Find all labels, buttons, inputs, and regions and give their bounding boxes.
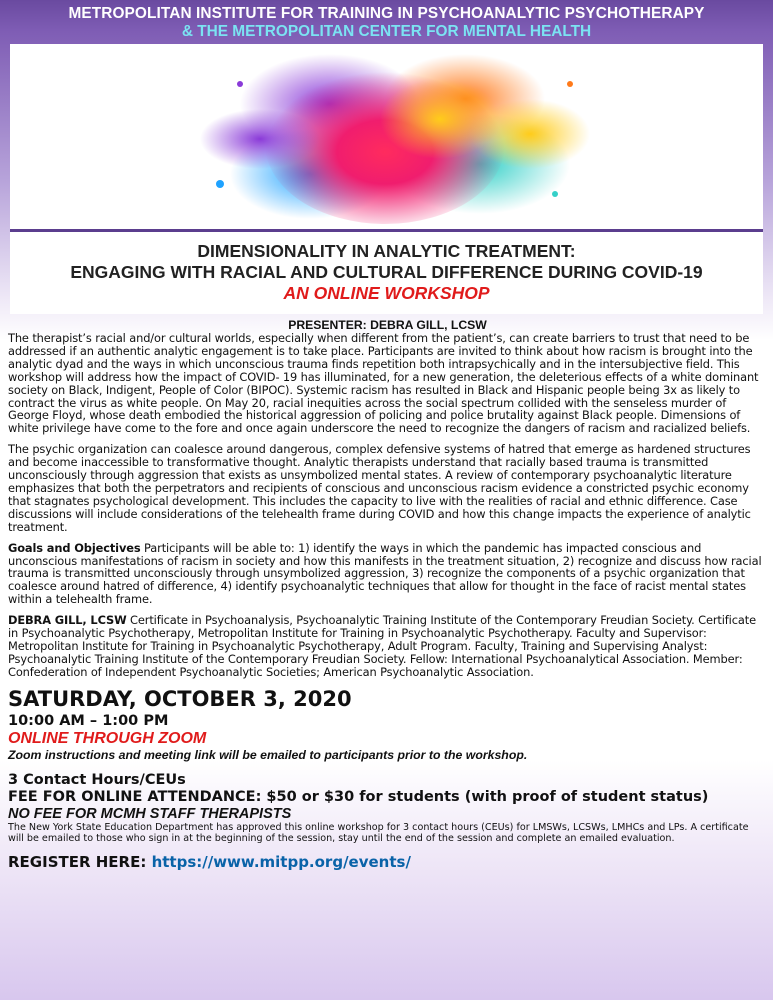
goals-text: Participants will be able to: 1) identify the ways in which the pandemic has impacted conscious and unconscious manifestations of racism in society and how this manifests in the treatment situation, 2) recognize and discuss how racial trauma is transmitted unconsciously through unsymbolized aggression, 3) recognize the components of a psychic organization that coalesce around hatred of difference, 4) identify psychoanalytic techniques that allow for thought in the face of racist mental states within a telehealth frame. <box>8 540 762 607</box>
workshop-subtitle: AN ONLINE WORKSHOP <box>283 283 490 303</box>
workshop-title-line1: DIMENSIONALITY IN ANALYTIC TREATMENT: <box>197 241 576 261</box>
header <box>0 0 773 41</box>
center-name: & THE METROPOLITAN CENTER FOR MENTAL HEALTH <box>181 23 592 40</box>
bio-name: DEBRA GILL, LCSW <box>8 613 127 628</box>
event-mode: ONLINE THROUGH ZOOM <box>8 729 207 747</box>
contact-hours: 3 Contact Hours/CEUs <box>8 771 186 788</box>
zoom-note: Zoom instructions and meeting link will be emailed to participants prior to the workshop. <box>8 747 528 762</box>
attendance-fee: FEE FOR ONLINE ATTENDANCE: $50 or $30 for students (with proof of student status) <box>8 788 709 805</box>
flyer-body <box>8 318 767 871</box>
register-line <box>8 853 767 871</box>
event-date: SATURDAY, OCTOBER 3, 2020 <box>8 686 352 711</box>
register-link[interactable]: https://www.mitpp.org/events/ <box>151 853 411 872</box>
bio-paragraph <box>8 614 767 679</box>
description-paragraph-1: The therapist’s racial and/or cultural worlds, especially when different from the patient’s, can create barriers to trust that need to be addressed if an authentic analytic engagement is to take place. Participants are invited to think about how racism is brought into the analytic dyad and the ways in which unconscious trauma finds repetition both intrapsychically and in the intersubjective field. This workshop will address how the impact of COVID- 19 has illuminated, for a new generation, the deleterious effects of a white dominant society on Black, Indigent, People of Color (BIPOC). Systemic racism has resulted in Black and Hispanic people being 3x as likely to contract the virus as white people. On May 20, racial inequities across the social spectrum collided with the senseless murder of George Floyd, whose death embodied the historical aggression of policing and police brutality against Black people. Dimensions of white privilege have come to the fore and once again underscore the need to recognize the dangers of racism and racialized beliefs. <box>8 331 759 436</box>
goals-paragraph <box>8 542 767 607</box>
goals-label: Goals and Objectives <box>8 540 141 555</box>
register-label: REGISTER HERE: <box>8 853 152 872</box>
paint-powder-burst-illustration <box>10 44 763 230</box>
event-time: 10:00 AM – 1:00 PM <box>8 712 169 729</box>
staff-no-fee: NO FEE FOR MCMH STAFF THERAPISTS <box>8 805 292 822</box>
workshop-title-line2: ENGAGING WITH RACIAL AND CULTURAL DIFFERENCE DURING COVID-19 <box>70 262 703 282</box>
presenter-line: PRESENTER: DEBRA GILL, LCSW <box>288 318 487 332</box>
description-paragraph-2: The psychic organization can coalesce around dangerous, complex defensive systems of hatred that emerge as hardened structures and become inaccessible to transformative thought. Analytic therapists understand that racially based trauma is transmitted unconsciously through aggression that exists as unsymbolized mental states. A review of contemporary psychoanalytic literature emphasizes that both the perpetrators and recipients of conscious and unconscious racism evidence a constricted psychic economy that stagnates psychological development. This includes the capacity to live with the realities of racial and ethnic difference. Case discussions will include considerations of the telehealth frame during COVID and how this change impacts the experience of analytic treatment. <box>8 442 751 534</box>
institute-name: METROPOLITAN INSTITUTE FOR TRAINING IN PSYCHOANALYTIC PSYCHOTHERAPY <box>68 5 705 22</box>
nysed-approval-note: The New York State Education Department has approved this online workshop for 3 contact hours (CEUs) for LMSWs, LCSWs, LMHCs and LPs. A certificate will be emailed to those who sign in at the beginning of the session, stay until the end of the session and complete an emailed evaluation. <box>8 821 749 844</box>
workshop-title-block <box>10 232 763 314</box>
color-explosion-image <box>10 44 763 230</box>
bio-text: Certificate in Psychoanalysis, Psychoanalytic Training Institute of the Contemporary Freudian Society. Certificate in Psychoanalytic Psychotherapy, Metropolitan Institute for Training in Psychoanalytic Psychotherapy. Faculty and Supervisor: Metropolitan Institute for Training in Psychoanalytic Psychotherapy, Adult Program. Faculty, Training and Supervising Analyst: Psychoanalytic Training Institute of the Contemporary Freudian Society. Fellow: International Psychoanalytical Association. Member: Confederation of Independent Psychoanalytic Societies; American Psychoanalytic Association. <box>8 613 756 679</box>
